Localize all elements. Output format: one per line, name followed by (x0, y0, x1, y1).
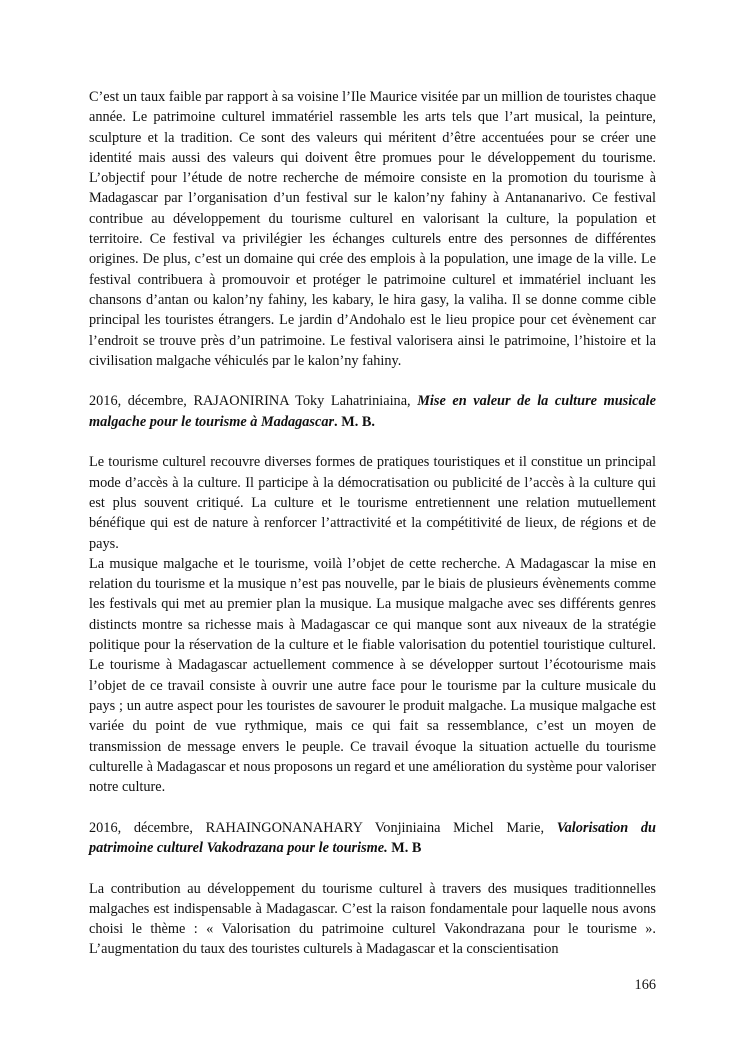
reference-title: Mise en valeur de la culture musicale malgache pour le tourisme à Madagascar (89, 393, 656, 430)
paragraph-spacer (89, 797, 656, 817)
body-paragraph: La contribution au développement du tourisme culturel à travers des musiques traditionnelles malgaches est indispensable à Madagascar. C’est la raison fondamentale pour laquelle nous avons choisi le thème : « Valorisation du patrimoine culturel Vakondrazana pour le tourisme ». L’augmentation du taux des touristes culturels à Madagascar et la conscientisation (89, 880, 656, 958)
paragraph-spacer (89, 432, 656, 452)
body-paragraph: Le tourisme culturel recouvre diverses formes de pratiques touristiques et il constitue un principal mode d’accès à la culture. Il participe à la démocratisation ou publicité de l’accès à la culture qui est plus souvent critiqué. La culture et le tourisme entretiennent une relation mutuellement bénéfique qui est de nature à renforcer l’attractivité et la compétitivité de lieux, de régions et de pays. (89, 454, 656, 552)
reference-prefix: 2016, décembre, RAHAINGONANAHARY Vonjiniaina Michel Marie, (89, 819, 557, 836)
reference-title: Valorisation du patrimoine culturel Vakodrazana pour le tourisme. (89, 819, 656, 856)
body-paragraph: La musique malgache et le tourisme, voilà l’objet de cette recherche. A Madagascar la mise en relation du tourisme et la musique n’est pas nouvelle, par le biais de plusieurs évènements comme les festivals qui met au premier plan la musique. La musique malgache avec ses différents genres distincts montre sa richesse mais à Madagascar ce qui manque sont aux niveaux de la stratégie politique pour la réservation de la culture et le fiable valorisation du potentiel touristique culturel. Le tourisme à Madagascar actuellement commence à se développer surtout l’écotourisme mais l’objet de ce travail consiste à ouvrir une autre face pour le tourisme par la culture musicale du pays ; un autre aspect pour les touristes de savourer le produit malgache. La musique malgache est variée du point de vue rythmique, mais ce qui fait sa ressemblance, c’est un moyen de transmission de message envers le peuple. Ce travail évoque la situation actuelle du tourisme culturelle à Madagascar et nous proposons un regard et une amélioration du système pour valoriser notre culture. (89, 555, 656, 796)
body-paragraph: C’est un taux faible par rapport à sa voisine l’Ile Maurice visitée par un million de touristes chaque année. Le patrimoine culturel immatériel rassemble les arts tels que l’art musical, la peinture, sculpture et la tradition. Ce sont des valeurs qui méritent d’être accentuées pour se créer une identité mais aussi des valeurs qui doivent être promues pour le développement du tourisme. L’objectif pour l’étude de notre recherche de mémoire consiste en la promotion du tourisme à Madagascar par l’organisation d’un festival sur le kalon’ny fahiny à Antananarivo. Ce festival contribue au développement du tourisme culturel en valorisant la culture, la population et territoire. Ce festival va privilégier les échanges culturels entre des personnes de différentes origines. De plus, c’est un domaine qui crée des emplois à la population, une image de la ville. Le festival contribuera à promouvoir et protéger le patrimoine culturel et immatériel incluant les chansons d’antan ou kalon’ny fahiny, les kabary, le hira gasy, la valiha. Il se donne comme cible principal les touristes étrangers. Le jardin d’Andohalo est le lieu propice pour cet évènement car l’endroit se trouve près d’un patrimoine. Le festival valorisera ainsi le patrimoine, l’histoire et la civilisation malgache véhiculés par le kalon’ny fahiny. (89, 89, 656, 369)
bibliography-reference (89, 391, 656, 432)
page-number: 166 (634, 977, 656, 993)
document-page (89, 87, 656, 960)
paragraph-spacer (89, 858, 656, 878)
paragraph-spacer (89, 371, 656, 391)
bibliography-reference (89, 818, 656, 859)
reference-suffix: M. B (387, 839, 422, 856)
reference-suffix: . M. B. (334, 413, 375, 430)
reference-prefix: 2016, décembre, RAJAONIRINA Toky Lahatriniaina, (89, 393, 418, 410)
